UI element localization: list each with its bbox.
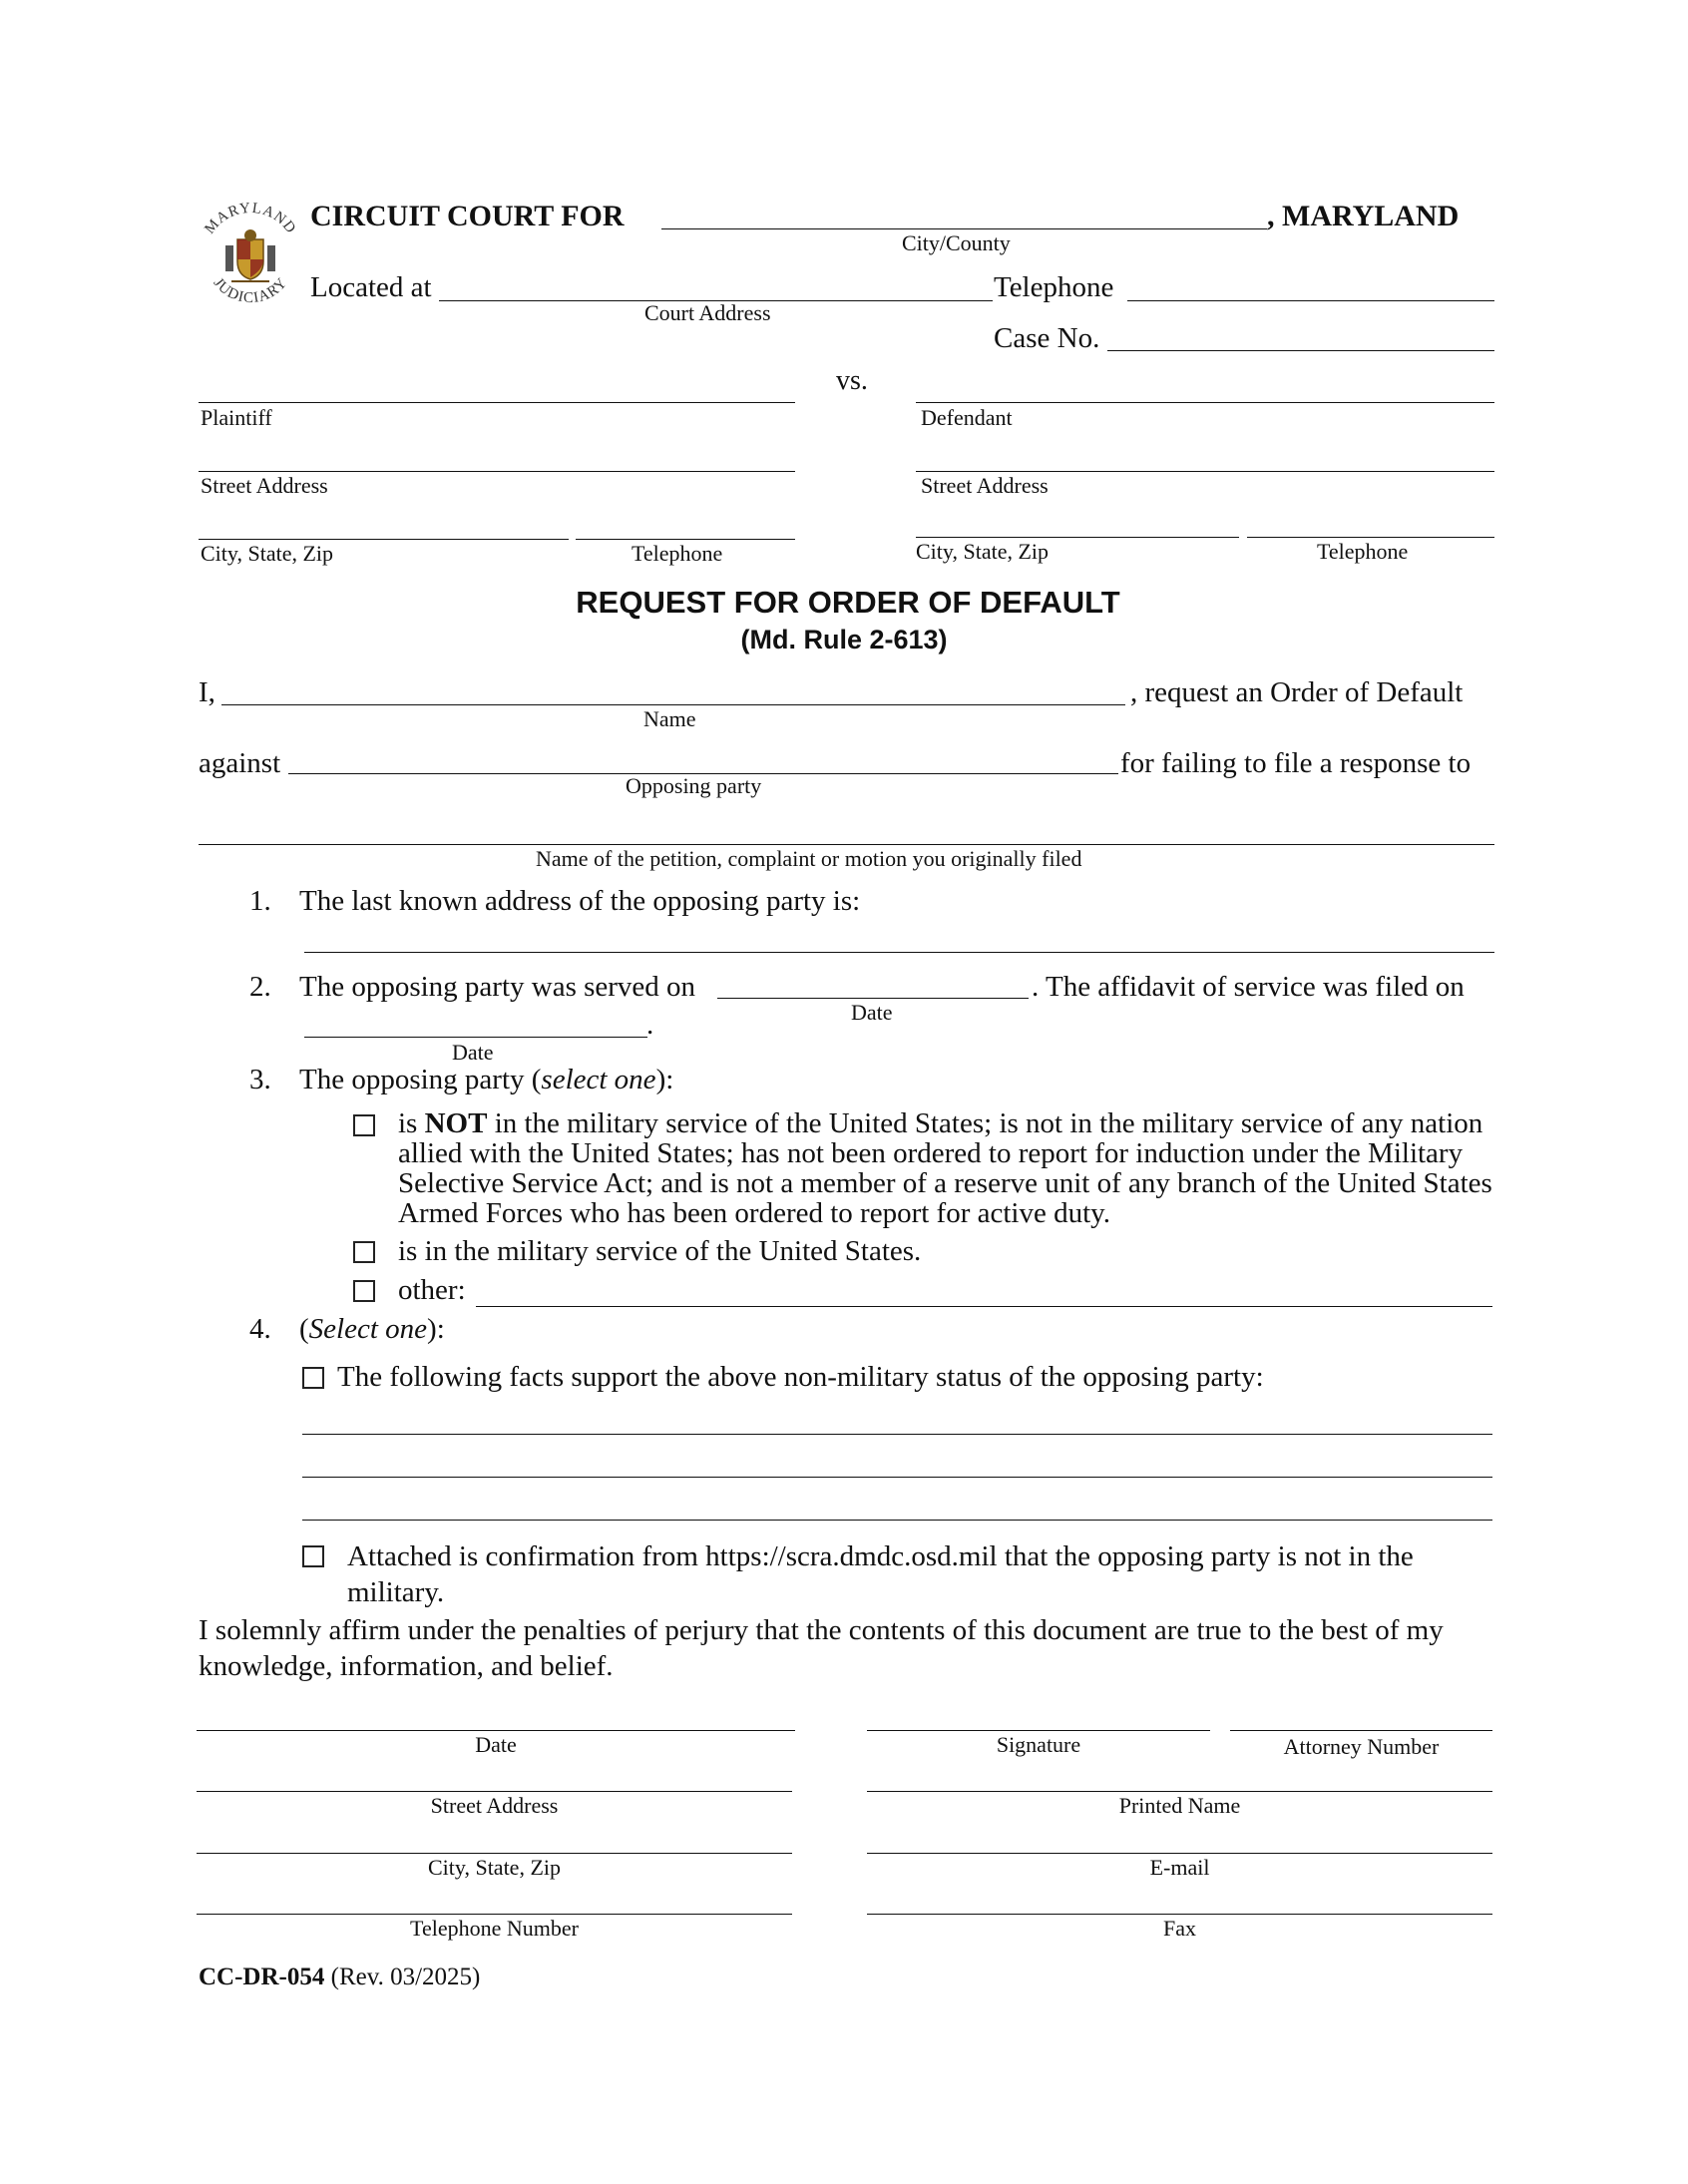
facts-text: The following facts support the above non-military status of the opposing party: <box>337 1361 1264 1393</box>
item-4-text: (Select one): <box>299 1313 445 1345</box>
in-military-text: is in the military service of the United States. <box>398 1235 922 1267</box>
fax-label: Fax <box>1163 1916 1196 1941</box>
filer-city-line[interactable] <box>197 1853 792 1854</box>
opposing-party-label: Opposing party <box>626 773 762 798</box>
item-2-period: . <box>646 1009 654 1041</box>
plaintiff-city-line[interactable] <box>199 539 569 540</box>
plaintiff-street-line[interactable] <box>199 471 795 472</box>
facts-line-1[interactable] <box>302 1434 1492 1435</box>
maryland-judiciary-seal <box>196 196 305 325</box>
failing-text: for failing to file a response to <box>1120 747 1472 779</box>
signature-line[interactable] <box>867 1730 1210 1731</box>
intro-i: I, <box>199 676 215 708</box>
filer-telephone-label: Telephone Number <box>410 1916 579 1941</box>
item-3-text: The opposing party (select one): <box>299 1064 674 1095</box>
filer-street-line[interactable] <box>197 1791 792 1792</box>
other-label: other: <box>398 1274 466 1306</box>
other-checkbox[interactable] <box>353 1280 375 1302</box>
case-number-line[interactable] <box>1107 350 1494 351</box>
defendant-street-line[interactable] <box>916 471 1494 472</box>
filer-telephone-line[interactable] <box>197 1914 792 1915</box>
svg-text:JUDICIARY: JUDICIARY <box>210 274 291 307</box>
scra-confirmation-text: Attached is confirmation from https://scra.dmdc.osd.mil that the opposing party is not in the military. <box>347 1540 1414 1608</box>
date-line[interactable] <box>197 1730 795 1731</box>
not-military-text: is NOT in the military service of the United States; is not in the military service of any nation allied with the United States; has not been ordered to report for induction under the Military Selective Service Act; and is not a member of a reserve unit of any branch of the United States Armed Forces who has been ordered to report for active duty. <box>398 1107 1492 1229</box>
rule-reference: (Md. Rule 2-613) <box>740 625 948 655</box>
petition-label: Name of the petition, complaint or motion you originally filed <box>536 846 1082 871</box>
fax-line[interactable] <box>867 1914 1492 1915</box>
affidavit-date-label: Date <box>452 1040 494 1065</box>
filer-street-label: Street Address <box>430 1793 559 1818</box>
defendant-city-line[interactable] <box>916 537 1239 538</box>
name-label: Name <box>643 706 696 731</box>
against-label: against <box>199 747 281 779</box>
defendant-telephone-line[interactable] <box>1247 537 1494 538</box>
plaintiff-telephone-line[interactable] <box>576 539 795 540</box>
date-label: Date <box>475 1732 517 1757</box>
facts-line-3[interactable] <box>302 1520 1492 1521</box>
scra-confirmation-checkbox[interactable] <box>302 1545 324 1567</box>
item-2-text-b: . The affidavit of service was filed on <box>1032 971 1465 1003</box>
email-label: E-mail <box>1149 1855 1210 1880</box>
affirmation-text: I solemnly affirm under the penalties of perjury that the contents of this document are true to the best of my knowledge, information, and belief. <box>199 1614 1444 1682</box>
facts-line-2[interactable] <box>302 1477 1492 1478</box>
affidavit-date-line[interactable] <box>304 1037 647 1038</box>
court-heading: CIRCUIT COURT FOR <box>310 200 625 232</box>
request-text: , request an Order of Default <box>1130 676 1464 708</box>
defendant-street-label: Street Address <box>921 473 1049 498</box>
vs-label: vs. <box>836 365 868 396</box>
printed-name-line[interactable] <box>867 1791 1492 1792</box>
served-date-label: Date <box>851 1000 893 1025</box>
email-line[interactable] <box>867 1853 1492 1854</box>
item-3-number: 3. <box>249 1064 271 1095</box>
plaintiff-street-label: Street Address <box>201 473 328 498</box>
maryland-suffix: , MARYLAND <box>1267 200 1460 232</box>
other-line[interactable] <box>476 1306 1492 1307</box>
attorney-number-line[interactable] <box>1230 1730 1492 1731</box>
city-county-line[interactable] <box>661 228 1267 229</box>
item-1-number: 1. <box>249 885 271 917</box>
plaintiff-label: Plaintiff <box>201 405 272 430</box>
facts-checkbox[interactable] <box>302 1367 324 1389</box>
svg-text:MARYLAND: MARYLAND <box>202 200 299 237</box>
defendant-line[interactable] <box>916 402 1494 403</box>
last-known-address-line[interactable] <box>304 952 1494 953</box>
signature-label: Signature <box>996 1732 1081 1757</box>
court-telephone-line[interactable] <box>1127 300 1494 301</box>
defendant-telephone-label: Telephone <box>1317 539 1409 564</box>
plaintiff-city-label: City, State, Zip <box>201 541 334 566</box>
plaintiff-line[interactable] <box>199 402 795 403</box>
defendant-city-label: City, State, Zip <box>916 539 1050 564</box>
form-number: CC-DR-054 (Rev. 03/2025) <box>199 1964 481 1990</box>
item-4-number: 4. <box>249 1313 271 1345</box>
city-county-label: City/County <box>902 230 1011 255</box>
item-2-number: 2. <box>249 971 271 1003</box>
served-date-line[interactable] <box>717 998 1029 999</box>
petition-line[interactable] <box>199 844 1494 845</box>
attorney-number-label: Attorney Number <box>1283 1734 1440 1759</box>
form-title: REQUEST FOR ORDER OF DEFAULT <box>576 585 1120 620</box>
telephone-label: Telephone <box>994 271 1114 303</box>
in-military-checkbox[interactable] <box>353 1241 375 1263</box>
filer-city-label: City, State, Zip <box>427 1855 561 1880</box>
plaintiff-telephone-label: Telephone <box>632 541 723 566</box>
item-1-text: The last known address of the opposing party is: <box>299 885 861 917</box>
defendant-label: Defendant <box>921 405 1013 430</box>
not-military-checkbox[interactable] <box>353 1114 375 1136</box>
located-at-label: Located at <box>310 271 432 303</box>
item-2-text-a: The opposing party was served on <box>299 971 696 1003</box>
court-address-label: Court Address <box>644 300 771 325</box>
name-line[interactable] <box>221 704 1125 705</box>
case-no-label: Case No. <box>994 322 1100 354</box>
printed-name-label: Printed Name <box>1118 1793 1241 1818</box>
